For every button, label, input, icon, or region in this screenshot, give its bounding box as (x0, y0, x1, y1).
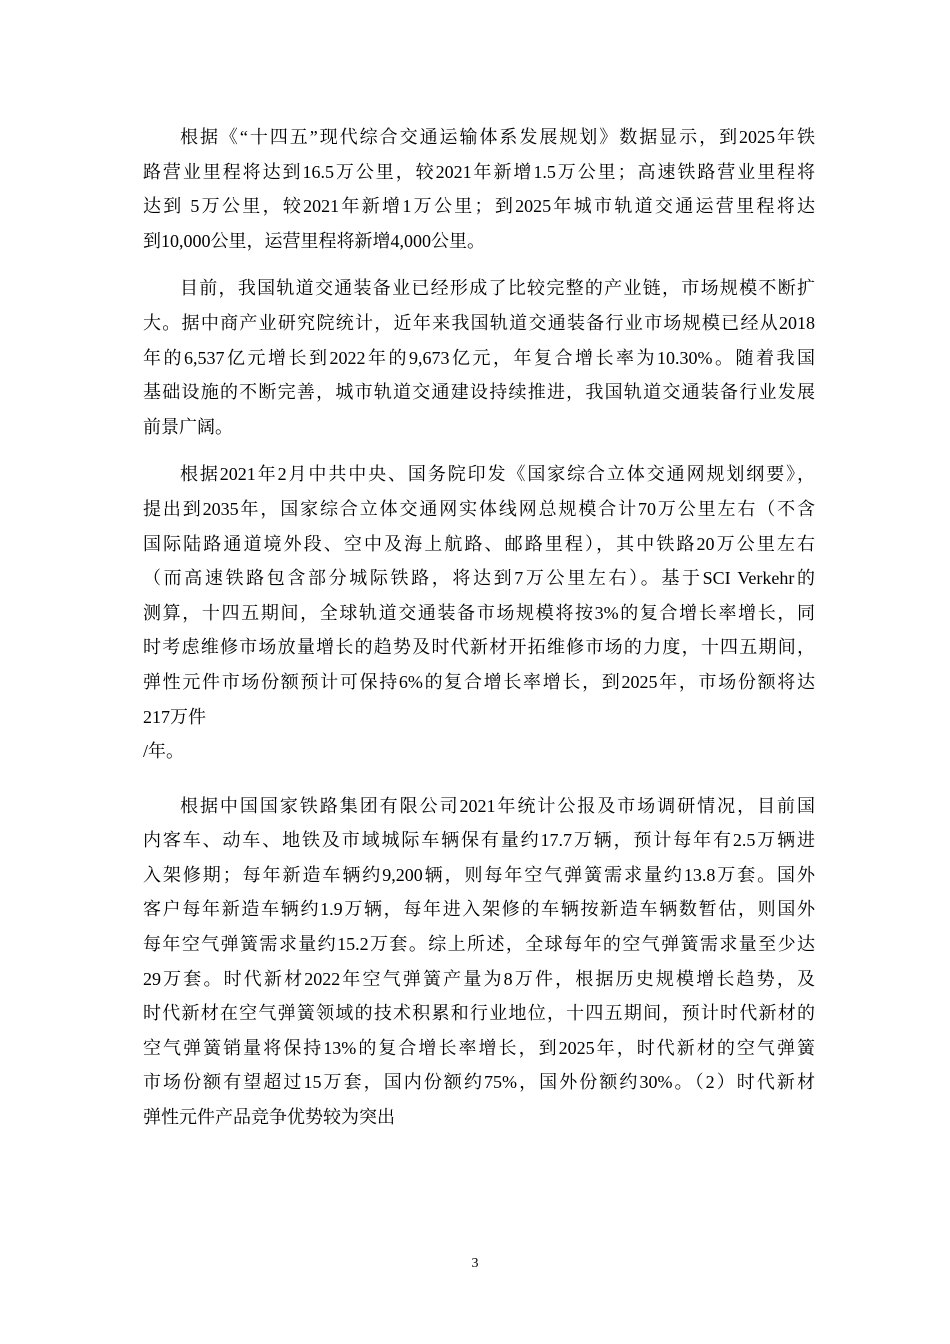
text-line: 内客车、动车、地铁及市域城际车辆保有量约17.7万辆，预计每年有2.5万辆进 (143, 830, 815, 851)
text-line: 大。据中商产业研究院统计，近年来我国轨道交通装备行业市场规模已经从2018 (143, 312, 815, 333)
document-body (143, 120, 815, 1135)
text-line: 前景广阔。 (143, 416, 233, 437)
text-line: /年。 (143, 741, 185, 762)
text-line: 市场份额有望超过15万套，国内份额约75%，国外份额约30%。（2）时代新材 (143, 1072, 815, 1093)
text-line: 测算，十四五期间，全球轨道交通装备市场规模将按3%的复合增长率增长，同 (143, 602, 815, 623)
text-line: 到10,000公里，运营里程将新增4,000公里。 (143, 230, 485, 251)
text-line: 根据2021年2月中共中央、国务院印发《国家综合立体交通网规划纲要》， (180, 464, 815, 485)
text-line: 达到 5万公里，较2021年新增1万公里；到2025年城市轨道交通运营里程将达 (143, 196, 815, 217)
text-line: 弹性元件市场份额预计可保持6%的复合增长率增长，到2025年，市场份额将达 (143, 671, 815, 692)
text-line: 时代新材在空气弹簧领域的技术积累和行业地位，十四五期间，预计时代新材的 (143, 1003, 815, 1024)
text-line: 时考虑维修市场放量增长的趋势及时代新材开拓维修市场的力度，十四五期间， (143, 637, 815, 658)
text-line: 根据《“十四五”现代综合交通运输体系发展规划》数据显示，到2025年铁 (180, 127, 815, 147)
page-number: 3 (471, 1256, 479, 1271)
text-line: 空气弹簧销量将保持13%的复合增长率增长，到2025年，时代新材的空气弹簧 (143, 1037, 815, 1058)
text-line: 年的6,537亿元增长到2022年的9,673亿元，年复合增长率为10.30%。随着我国 (143, 347, 815, 368)
text-line: 弹性元件产品竞争优势较为突出 (143, 1107, 395, 1128)
text-line: 客户每年新造车辆约1.9万辆，每年进入架修的车辆按新造车辆数暂估，则国外 (143, 899, 815, 920)
paragraph (143, 457, 815, 768)
paragraph (143, 120, 815, 258)
text-line: 目前，我国轨道交通装备业已经形成了比较完整的产业链，市场规模不断扩 (180, 278, 815, 299)
text-line: 根据中国国家铁路集团有限公司2021年统计公报及市场调研情况，目前国 (180, 795, 815, 816)
text-line: 29万套。时代新材2022年空气弹簧产量为8万件，根据历史规模增长趋势，及 (143, 968, 815, 989)
text-line: （而高速铁路包含部分城际铁路，将达到7万公里左右）。基于SCI Verkehr的 (143, 568, 815, 589)
text-line: 基础设施的不断完善，城市轨道交通建设持续推进，我国轨道交通装备行业发展 (143, 382, 815, 403)
text-line: 提出到2035年，国家综合立体交通网实体线网总规模合计70万公里左右（不含 (143, 498, 815, 519)
text-line: 每年空气弹簧需求量约15.2万套。综上所述，全球每年的空气弹簧需求量至少达 (143, 934, 815, 955)
text-line: 路营业里程将达到16.5万公里，较2021年新增1.5万公里；高速铁路营业里程将 (143, 161, 815, 182)
paragraph (143, 271, 815, 444)
text-line: 入架修期；每年新造车辆约9,200辆，则每年空气弹簧需求量约13.8万套。国外 (143, 864, 815, 885)
paragraph (143, 789, 815, 1135)
text-line: 217万件 (143, 706, 206, 727)
text-line: 国际陆路通道境外段、空中及海上航路、邮路里程），其中铁路20万公里左右 (143, 533, 815, 554)
